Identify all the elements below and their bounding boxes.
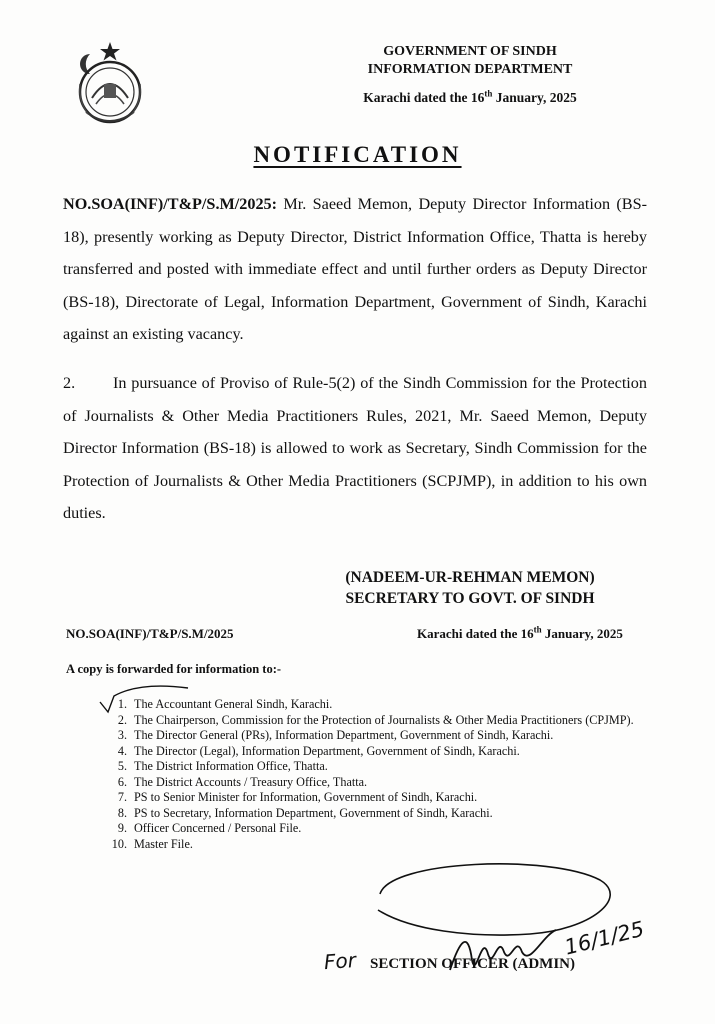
paragraph-1-text: Mr. Saeed Memon, Deputy Director Information (BS-18), presently working as Deputy Director, District Information Office, Thatta is hereby transferred and posted with immediate effect and until further orders as Deputy Director (BS-18), Directorate of Legal, Information Department, Government of Sindh, Karachi against an existing vacancy. bbox=[63, 195, 647, 344]
list-item: 8. PS to Secretary, Information Department, Government of Sindh, Karachi. bbox=[117, 805, 493, 820]
department-heading: INFORMATION DEPARTMENT bbox=[367, 62, 573, 77]
list-item: 5. The District Information Office, Thatta. bbox=[117, 759, 328, 773]
header-date bbox=[300, 90, 640, 106]
copy-date-suffix: January, 2025 bbox=[541, 626, 623, 641]
list-item: 1. The Accountant General Sindh, Karachi. bbox=[117, 697, 333, 711]
handwritten-signature bbox=[300, 850, 660, 1020]
sindh-government-seal-icon bbox=[66, 40, 154, 124]
copy-date bbox=[417, 626, 623, 642]
handwritten-date: 16/1/25 bbox=[562, 916, 647, 960]
notification-ref-number: NO.SOA(INF)/T&P/S.M/2025: bbox=[63, 195, 278, 213]
list-item: 6. The District Accounts / Treasury Office, Thatta. bbox=[117, 774, 368, 789]
government-heading: GOVERNMENT OF SINDH bbox=[383, 44, 557, 59]
list-item: 2. The Chairperson, Commission for the Protection of Journalists & Other Media Practitioners (CPJMP). bbox=[117, 712, 634, 727]
header-date-prefix: Karachi dated the 16 bbox=[363, 90, 485, 105]
header-date-sup: th bbox=[484, 88, 493, 99]
copy-date-prefix: Karachi dated the 16 bbox=[417, 626, 534, 641]
list-item: 3. The Director General (PRs), Information Department, Government of Sindh, Karachi. bbox=[117, 728, 554, 742]
signatory-title: SECRETARY TO GOVT. OF SINDH bbox=[345, 590, 595, 607]
handwritten-for: For bbox=[323, 947, 357, 975]
list-item: 4. The Director (Legal), Information Department, Government of Sindh, Karachi. bbox=[117, 743, 520, 758]
section-officer-title: SECTION OFFICER (ADMIN) bbox=[370, 956, 576, 972]
list-item: 7. PS to Senior Minister for Information, Government of Sindh, Karachi. bbox=[117, 790, 478, 804]
distribution-list bbox=[106, 697, 666, 852]
signatory-name: (NADEEM-UR-REHMAN MEMON) bbox=[345, 569, 595, 586]
copy-forward-heading: A copy is forwarded for information to:- bbox=[66, 662, 282, 676]
paragraph-2-number: 2. bbox=[63, 374, 76, 392]
copy-date-sup: th bbox=[533, 624, 542, 635]
notification-title: NOTIFICATION bbox=[253, 142, 462, 167]
checkmark-icon bbox=[96, 684, 192, 718]
list-item: 10. Master File. bbox=[111, 836, 193, 851]
header-date-suffix: January, 2025 bbox=[492, 90, 577, 105]
list-item: 9. Officer Concerned / Personal File. bbox=[117, 821, 302, 835]
paragraph-2-text: In pursuance of Proviso of Rule-5(2) of the Sindh Commission for the Protection of Journalists & Other Media Practitioners Rules, 2021, Mr. Saeed Memon, Deputy Director Information (BS-18) is allowed to work as Secretary, Sindh Commission for the Protection of Journalists & Other Media Practitioners (SCPJMP), in addition to his own duties. bbox=[63, 374, 647, 523]
copy-ref-number: NO.SOA(INF)/T&P/S.M/2025 bbox=[66, 626, 234, 641]
paragraph-1 bbox=[63, 188, 647, 351]
paragraph-2 bbox=[63, 367, 647, 530]
